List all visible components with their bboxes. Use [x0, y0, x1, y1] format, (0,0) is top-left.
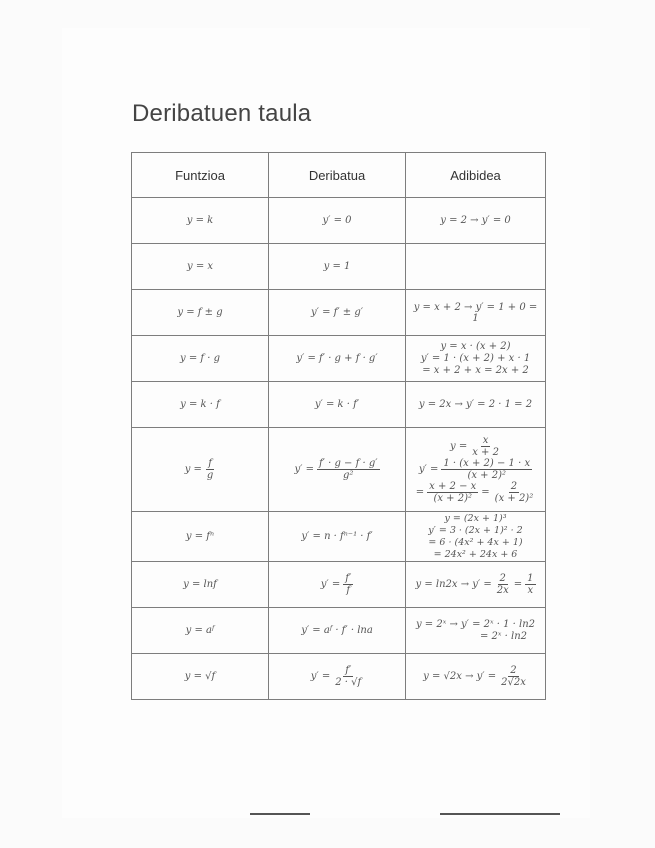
derivative-cell: y′ = $\frac{f'}{f}$ [269, 562, 406, 608]
example-cell: y = (2x + 1)³ y′ = 3 · (2x + 1)² · 2 = 6 · (4x² + 4x + 1) = 24x² + 24x + 6 [406, 512, 546, 562]
example-cell: y = 2ˣ → y′ = 2ˣ · 1 · ln2 = 2ˣ · ln2 [406, 608, 546, 654]
table-row [132, 382, 546, 428]
example-cell [406, 244, 546, 290]
derivative-cell: y′ = 0 [269, 198, 406, 244]
derivative-cell: y′ = k · f′ [269, 382, 406, 428]
derivative-cell: y′ = $\frac{f'}{2 \cdot √f}$ [269, 654, 406, 700]
derivatives-table [131, 152, 546, 700]
fraction: $\frac{1 \cdot (x + 2) - 1 \cdot x}{\text{(x + 2)²}}$ [443, 458, 531, 481]
derivative-cell: y′ = f′ ± g′ [269, 290, 406, 336]
example-line: y′ = 1 · (x + 2) + x · 1 [420, 352, 531, 364]
header-example: Adibidea [406, 153, 546, 198]
fraction: $\frac{2}{2√2x}$ [501, 665, 526, 688]
example-cell: y = $\frac{x}{x + 2}$ y′ = $\frac{1 \cdot (x + 2) - 1 \cdot x}{\text{(x + 2)²}}$ = $\frac{x + 2 - x}{\text{(x + 2)²}}$ = $\frac{2}{\text{(x + 2)²}}$ [406, 428, 546, 512]
example-cell: y = 2x → y′ = 2 · 1 = 2 [406, 382, 546, 428]
fraction: $\frac{2}{\text{(x + 2)²}}$ [494, 481, 534, 504]
example-cell: y = √2x → y′ = $\frac{2}{2√2x}$ [406, 654, 546, 700]
example-line: y = x · (x + 2) [440, 340, 511, 352]
scan-edge-line [250, 813, 310, 815]
function-cell: y = f · g [132, 336, 269, 382]
scan-edge-line [440, 813, 560, 815]
table-row [132, 512, 546, 562]
table-row [132, 198, 546, 244]
example-cell: y = ln2x → y′ = $\frac{2}{2x}$ = $\frac{1}{x}$ [406, 562, 546, 608]
example-line: = x + 2 + x = 2x + 2 [422, 364, 529, 376]
fraction: $\frac{f}{g}$ [206, 458, 214, 481]
function-cell: y = k [132, 198, 269, 244]
fraction: $\frac{f'}{f}$ [345, 573, 352, 596]
example-cell [406, 336, 546, 382]
derivative-cell: y′ = $\frac{f' \cdot g - f \cdot g'}{\text{g²}}$ [269, 428, 406, 512]
fraction: $\frac{x}{x + 2}$ [472, 435, 499, 458]
header-derivative: Deribatua [269, 153, 406, 198]
function-cell: y = $\frac{f}{g}$ [132, 428, 269, 512]
fraction: $\frac{1}{x}$ [527, 573, 534, 596]
table-row [132, 290, 546, 336]
function-cell: y = k · f [132, 382, 269, 428]
fraction: $\frac{2}{2x}$ [496, 573, 509, 596]
table-row [132, 428, 546, 512]
fraction: $\frac{f' \cdot g - f \cdot g'}{\text{g²}}$ [318, 458, 378, 481]
header-row [132, 153, 546, 198]
derivative-cell: y′ = f′ · g + f · g′ [269, 336, 406, 382]
header-function: Funtzioa [132, 153, 269, 198]
page-title: Deribatuen taula [132, 100, 312, 127]
derivative-cell: y′ = aᶠ · f′ · lna [269, 608, 406, 654]
example-cell: y = 2 → y′ = 0 [406, 198, 546, 244]
function-cell: y = aᶠ [132, 608, 269, 654]
table-row [132, 336, 546, 382]
derivative-cell: y = 1 [269, 244, 406, 290]
fraction: $\frac{x + 2 - x}{\text{(x + 2)²}}$ [429, 481, 477, 504]
example-cell: y = x + 2 → y′ = 1 + 0 = 1 [406, 290, 546, 336]
function-cell: y = √f [132, 654, 269, 700]
function-cell: y = f ± g [132, 290, 269, 336]
table-row [132, 244, 546, 290]
function-cell: y = x [132, 244, 269, 290]
table-row [132, 562, 546, 608]
function-cell: y = fⁿ [132, 512, 269, 562]
table-row [132, 608, 546, 654]
function-cell: y = lnf [132, 562, 269, 608]
fraction: $\frac{f'}{2 \cdot √f}$ [335, 665, 362, 688]
derivative-cell: y′ = n · fⁿ⁻¹ · f′ [269, 512, 406, 562]
table-row [132, 654, 546, 700]
